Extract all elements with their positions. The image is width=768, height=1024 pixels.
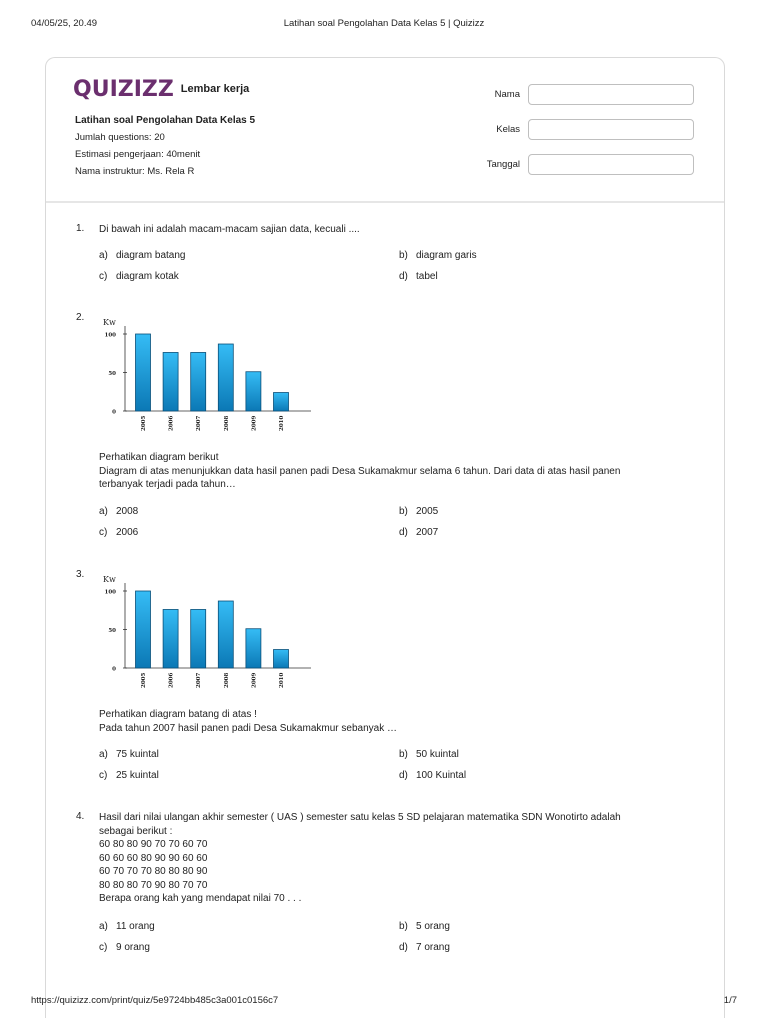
x-tick-label: 2010 — [279, 415, 285, 431]
option-letter: b) — [399, 921, 408, 932]
class-label: Kelas — [496, 124, 520, 135]
bar — [136, 334, 151, 411]
question-line: 60 80 80 90 70 70 60 70 — [99, 839, 208, 850]
page-number: 1/7 — [723, 995, 737, 1006]
option-letter: a) — [99, 749, 108, 760]
option-b[interactable] — [399, 506, 438, 517]
question-line: Pada tahun 2007 hasil panen padi Desa Sukamakmur sebanyak … — [99, 722, 397, 734]
option-c[interactable] — [99, 770, 159, 781]
option-letter: c) — [99, 770, 108, 781]
option-b[interactable] — [399, 749, 459, 760]
question-number: 1. — [76, 223, 85, 234]
y-axis-label: Kw — [103, 318, 116, 327]
question-line: Hasil dari nilai ulangan akhir semester ( UAS ) semester satu kelas 5 SD pelajaran matematika SDN Wonotirto adalah — [99, 812, 621, 823]
option-letter: b) — [399, 250, 408, 261]
estimated-time: Estimasi pengerjaan: 40menit — [75, 149, 201, 160]
option-text: 2006 — [116, 527, 139, 538]
bar — [218, 601, 233, 668]
option-letter: d) — [399, 527, 408, 538]
option-b[interactable] — [399, 921, 450, 932]
option-d[interactable] — [399, 770, 466, 781]
option-text: 25 kuintal — [116, 770, 159, 781]
bar-chart — [99, 572, 319, 697]
option-text: diagram garis — [416, 250, 477, 261]
option-d[interactable] — [399, 271, 438, 282]
bar — [163, 352, 178, 411]
x-tick-label: 2005 — [141, 672, 147, 688]
bar — [246, 629, 261, 668]
question-text — [99, 811, 694, 906]
option-letter: d) — [399, 942, 408, 953]
question-count: Jumlah questions: 20 — [75, 132, 165, 143]
x-tick-label: 2007 — [196, 672, 203, 688]
bar — [274, 650, 289, 668]
bar — [163, 609, 178, 668]
logo-text: QUIZIZZ — [73, 76, 174, 102]
option-text: 7 orang — [416, 942, 450, 953]
bar — [274, 393, 289, 411]
x-tick-label: 2006 — [168, 672, 175, 688]
x-tick-label: 2009 — [251, 672, 258, 688]
option-a[interactable] — [99, 250, 186, 261]
question-text: Di bawah ini adalah macam-macam sajian data, kecuali .... — [99, 224, 360, 235]
x-tick-label: 2008 — [223, 415, 230, 431]
question-number: 4. — [76, 811, 85, 822]
option-d[interactable] — [399, 527, 438, 538]
bar-chart — [99, 315, 319, 440]
option-text: 2008 — [116, 506, 139, 517]
option-text: 50 kuintal — [416, 749, 459, 760]
option-a[interactable] — [99, 506, 138, 517]
y-tick-label: 0 — [112, 409, 116, 416]
bar — [218, 344, 233, 411]
question-line: terbanyak terjadi pada tahun… — [99, 479, 236, 490]
option-text: diagram batang — [116, 250, 186, 261]
option-text: diagram kotak — [116, 271, 179, 282]
question-text — [99, 451, 694, 492]
y-tick-label: 50 — [108, 371, 116, 377]
x-tick-label: 2010 — [279, 672, 285, 688]
option-text: tabel — [416, 271, 438, 282]
x-tick-label: 2009 — [251, 415, 258, 431]
bar — [191, 352, 206, 411]
print-header — [31, 18, 737, 32]
question-line: 60 70 70 70 80 80 80 90 — [99, 866, 208, 877]
name-field[interactable] — [528, 84, 694, 105]
worksheet-label: Lembar kerja — [180, 83, 250, 95]
worksheet-title: Latihan soal Pengolahan Data Kelas 5 — [75, 115, 256, 126]
option-c[interactable] — [99, 271, 179, 282]
question-line: sebagai berikut : — [99, 825, 173, 837]
option-a[interactable] — [99, 749, 159, 760]
question-line: Perhatikan diagram berikut — [99, 452, 219, 463]
bar — [246, 372, 261, 411]
option-b[interactable] — [399, 250, 477, 261]
y-axis-label: Kw — [103, 575, 116, 584]
option-text: 9 orang — [116, 942, 150, 953]
x-tick-label: 2006 — [168, 415, 175, 431]
x-tick-label: 2008 — [223, 672, 230, 688]
option-letter: c) — [99, 271, 108, 282]
name-label: Nama — [494, 89, 520, 100]
page-url: https://quizizz.com/print/quiz/5e9724bb485c3a001c0156c7 — [31, 995, 279, 1006]
date-label: Tanggal — [486, 159, 520, 170]
option-d[interactable] — [399, 942, 450, 953]
option-text: 11 orang — [116, 921, 155, 932]
option-c[interactable] — [99, 942, 150, 953]
worksheet-meta — [75, 115, 255, 178]
option-letter: d) — [399, 271, 408, 282]
print-timestamp: 04/05/25, 20.49 — [31, 18, 98, 29]
worksheet-card — [45, 57, 725, 1018]
option-letter: a) — [99, 921, 108, 932]
y-tick-label: 50 — [108, 628, 116, 634]
y-tick-label: 0 — [112, 666, 116, 673]
worksheet-header — [46, 58, 724, 203]
quizizz-logo — [73, 77, 249, 101]
class-field[interactable] — [528, 119, 694, 140]
print-title: Latihan soal Pengolahan Data Kelas 5 | Quizizz — [283, 18, 485, 29]
x-tick-label: 2005 — [141, 415, 147, 431]
option-text: 75 kuintal — [116, 749, 159, 760]
x-tick-label: 2007 — [196, 415, 203, 431]
question-line: 60 60 60 80 90 90 60 60 — [99, 852, 208, 864]
question-line: 80 80 80 70 90 80 70 70 — [99, 879, 208, 891]
y-tick-label: 100 — [104, 332, 116, 339]
option-letter: b) — [399, 749, 408, 760]
option-letter: a) — [99, 250, 108, 261]
option-text: 5 orang — [416, 921, 450, 932]
option-letter: a) — [99, 506, 108, 517]
question-number: 2. — [76, 312, 85, 323]
option-c[interactable] — [99, 527, 138, 538]
option-letter: b) — [399, 506, 408, 517]
bar — [191, 609, 206, 668]
question-line: Berapa orang kah yang mendapat nilai 70 . . . — [99, 893, 302, 904]
option-text: 2005 — [416, 506, 439, 517]
question-number: 3. — [76, 569, 85, 580]
option-letter: c) — [99, 527, 108, 538]
option-text: 2007 — [416, 527, 439, 538]
instructor-name: Nama instruktur: Ms. Rela R — [75, 166, 195, 177]
option-a[interactable] — [99, 921, 155, 932]
question-line: Diagram di atas menunjukkan data hasil panen padi Desa Sukamakmur selama 6 tahun. Dari data di atas hasil panen — [99, 465, 621, 477]
bar — [136, 591, 151, 668]
option-letter: c) — [99, 942, 108, 953]
option-letter: d) — [399, 770, 408, 781]
y-tick-label: 100 — [104, 589, 116, 596]
question-text — [99, 708, 694, 735]
question-line: Perhatikan diagram batang di atas ! — [99, 709, 257, 720]
option-text: 100 Kuintal — [416, 770, 467, 781]
date-field[interactable] — [528, 154, 694, 175]
